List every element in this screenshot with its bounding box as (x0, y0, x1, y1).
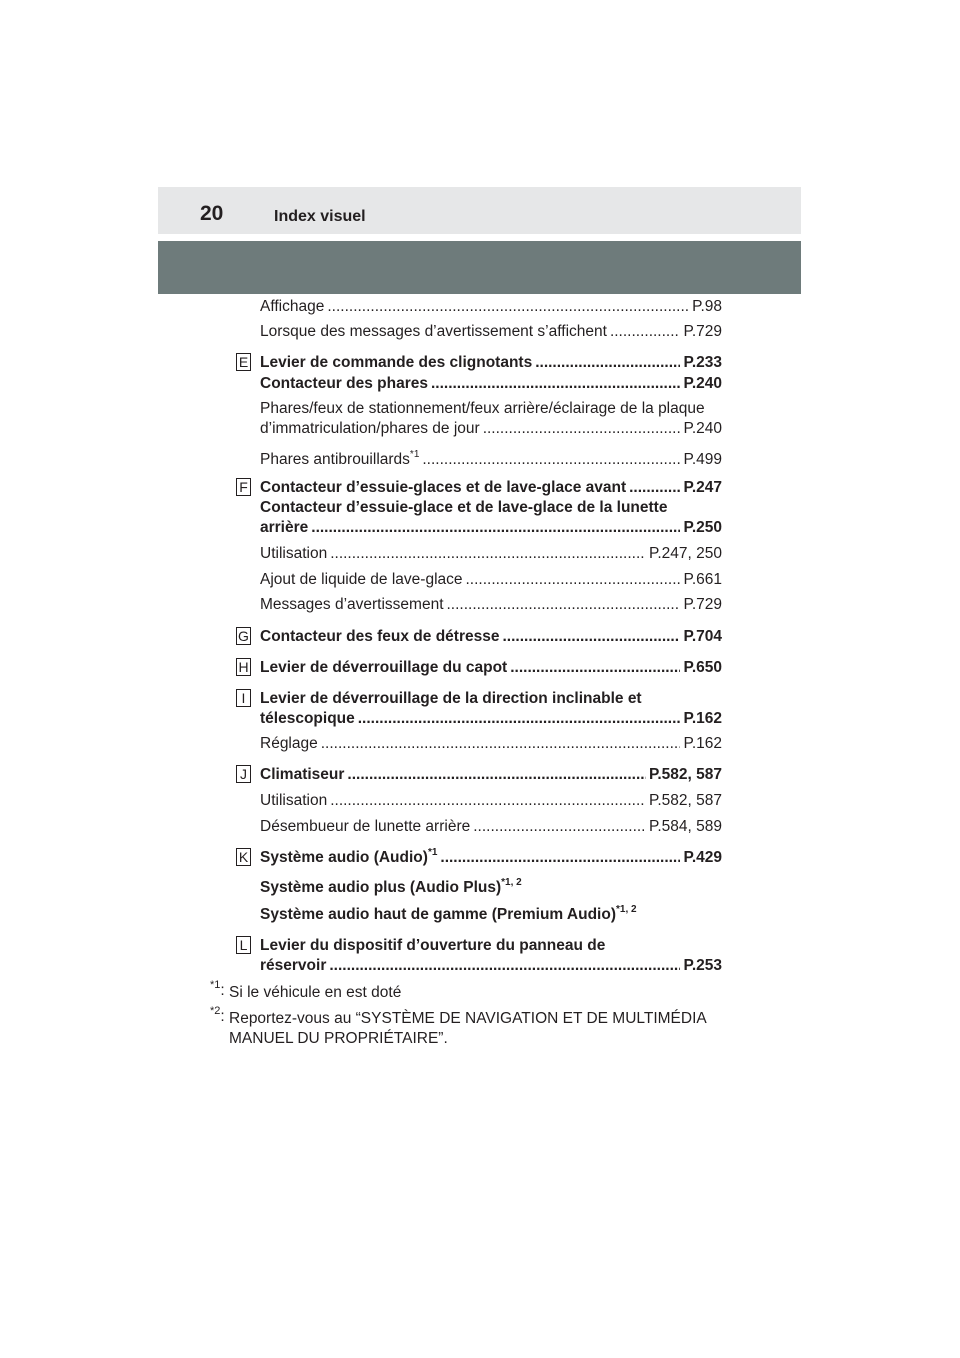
leader-dots (629, 478, 680, 498)
index-entry[interactable]: Lorsque des messages d’avertissement s’affichent ..... P.729 (260, 322, 722, 342)
leader-dots (483, 419, 681, 439)
page-ref: P.729 (683, 596, 722, 613)
leader-dots (610, 322, 681, 342)
page-ref: P.650 (683, 659, 722, 676)
page-ref: P.247, 250 (649, 545, 722, 562)
index-entry[interactable]: Contacteur d’essuie-glaces et de lave-glace avant ..... P.247 (260, 478, 722, 498)
leader-dots (502, 627, 680, 647)
index-entry[interactable]: Messages d’avertissement ..... P.729 (260, 595, 722, 615)
leader-dots (447, 595, 681, 615)
page-ref: P.499 (683, 451, 722, 468)
index-entry[interactable]: Levier de commande des clignotants ..... P.233 (260, 353, 722, 373)
page-ref: P.240 (683, 375, 722, 392)
leader-dots (327, 297, 689, 317)
index-entry[interactable]: Système audio (Audio)$^{*1}$ ..... P.429 (260, 848, 722, 868)
page-ref: P.247 (683, 479, 722, 496)
index-entry[interactable]: Réglage ..... P.162 (260, 734, 722, 754)
leader-dots (431, 374, 681, 394)
page-ref: P.162 (683, 735, 722, 752)
header-band (158, 187, 801, 234)
index-entry[interactable]: d’immatriculation/phares de jour ..... P.240 (260, 419, 722, 439)
page-ref: P.162 (683, 710, 722, 727)
footnote-ref: *1, 2 (616, 903, 637, 915)
index-entry[interactable]: Affichage ..... P.98 (260, 297, 722, 317)
page-ref: P.661 (683, 571, 722, 588)
footnote-ref: *1 (427, 846, 438, 858)
leader-dots (510, 658, 680, 678)
marker-i: I (236, 689, 251, 707)
footnote-ref: *1 (409, 448, 420, 460)
index-entry-text: Levier de déverrouillage de la direction inclinable et (260, 690, 642, 707)
leader-dots (440, 848, 680, 868)
marker-h: H (236, 658, 251, 676)
leader-dots (535, 353, 680, 373)
index-entry[interactable]: réservoir ..... P.253 (260, 956, 722, 976)
page-ref: P.582, 587 (649, 766, 722, 783)
index-entry[interactable]: Contacteur des feux de détresse ..... P.704 (260, 627, 722, 647)
index-entry[interactable]: arrière ..... P.250 (260, 518, 722, 538)
index-entry[interactable]: Ajout de liquide de lave-glace ..... P.661 (260, 570, 722, 590)
footnote-2-cont: MANUEL DU PROPRIÉTAIRE”. (229, 1030, 448, 1047)
marker-e: E (236, 353, 251, 371)
index-entry[interactable]: Utilisation ..... P.247, 250 (260, 544, 722, 564)
footnote-ref: *1, 2 (501, 876, 522, 888)
index-entry[interactable]: Désembueur de lunette arrière ..... P.584, 589 (260, 817, 722, 837)
leader-dots (473, 817, 646, 837)
index-entry[interactable]: Climatiseur ..... P.582, 587 (260, 765, 722, 785)
marker-j: J (236, 765, 251, 783)
page-ref: P.240 (683, 420, 722, 437)
index-entry[interactable]: Utilisation ..... P.582, 587 (260, 791, 722, 811)
marker-g: G (236, 627, 251, 645)
page-ref: P.729 (683, 323, 722, 340)
index-entry-text: Levier du dispositif d’ouverture du panneau de (260, 937, 606, 954)
page-ref: P.704 (683, 628, 722, 645)
footnote-2: Reportez-vous au “SYSTÈME DE NAVIGATION ET DE MULTIMÉDIA (229, 1010, 707, 1027)
section-title: Index visuel (274, 208, 366, 225)
page-ref: P.250 (683, 519, 722, 536)
marker-f: F (236, 478, 251, 496)
index-entry[interactable]: Contacteur des phares ..... P.240 (260, 374, 722, 394)
index-entry-text: Contacteur d’essuie-glace et de lave-glace de la lunette (260, 499, 668, 516)
index-entry[interactable]: Levier de déverrouillage du capot ..... P.650 (260, 658, 722, 678)
leader-dots (330, 791, 646, 811)
leader-dots (329, 956, 680, 976)
footnote-1: Si le véhicule en est doté (229, 984, 402, 1001)
leader-dots (311, 518, 680, 538)
page-ref: P.429 (683, 849, 722, 866)
header-gray-bar (158, 241, 801, 294)
leader-dots (347, 765, 646, 785)
leader-dots (321, 734, 681, 754)
page-number: 20 (200, 202, 224, 225)
index-entry[interactable]: télescopique ..... P.162 (260, 709, 722, 729)
page-ref: P.582, 587 (649, 792, 722, 809)
page-ref: P.584, 589 (649, 818, 722, 835)
footnote-marker: $^{*1}$: (210, 978, 225, 999)
leader-dots (466, 570, 681, 590)
leader-dots (358, 709, 681, 729)
page-ref: P.98 (692, 298, 722, 315)
index-entry-text: Système audio plus (Audio Plus)$^{*1, 2}$ (260, 876, 522, 896)
footnote-marker: $^{*2}$: (210, 1004, 225, 1025)
marker-k: K (236, 848, 251, 866)
marker-l: L (236, 936, 251, 954)
page-ref: P.233 (683, 354, 722, 371)
index-entry-text: Phares/feux de stationnement/feux arrière/éclairage de la plaque (260, 400, 705, 417)
index-entry[interactable]: Phares antibrouillards$^{*1}$ ..... P.499 (260, 450, 722, 470)
leader-dots (422, 450, 680, 470)
leader-dots (330, 544, 646, 564)
index-entry-text: Système audio haut de gamme (Premium Audio)$^{*1, 2}$ (260, 903, 637, 923)
page-ref: P.253 (683, 957, 722, 974)
